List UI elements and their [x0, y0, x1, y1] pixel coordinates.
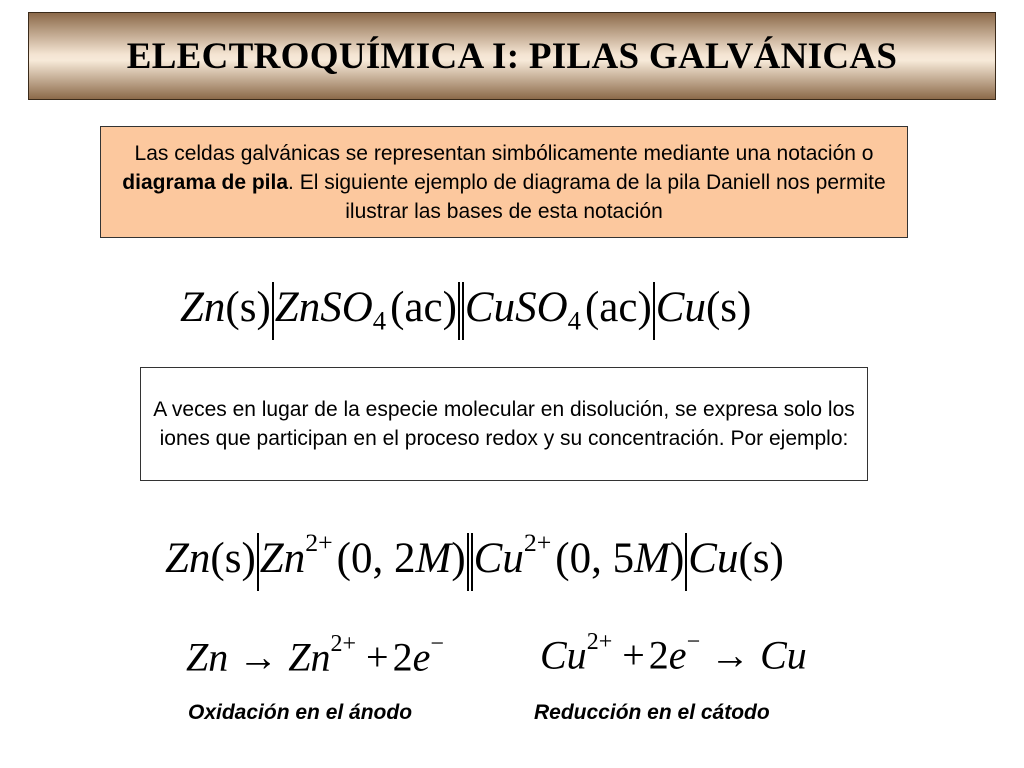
cathode-ion: Cu: [473, 535, 524, 583]
phase-boundary: [272, 282, 274, 340]
salt-bridge-left: [467, 533, 469, 591]
note-text: A veces en lugar de la especie molecular en disolución, se expresa solo los iones que participan en el proceso redox y su concentración. Por ejemplo:: [153, 398, 855, 450]
cathode-state: (s): [738, 535, 784, 583]
plus-sign: +: [366, 634, 389, 680]
anode-concentration-unit: M: [415, 535, 452, 583]
oxidation-product-charge: 2+: [330, 631, 357, 657]
phase-boundary: [653, 282, 655, 340]
anode-state: (s): [225, 283, 271, 331]
anode-solution-subscript: 4: [372, 305, 387, 336]
oxidation-product: Zn: [288, 634, 331, 680]
oxidation-equation: [186, 632, 444, 678]
intro-text-bold: diagrama de pila: [122, 170, 289, 194]
cathode-metal: Cu: [655, 283, 706, 331]
daniell-cell-diagram: [180, 282, 751, 340]
electron: e: [668, 632, 687, 678]
anode-ion-charge: 2+: [305, 528, 333, 557]
cathode-solution: CuSO: [464, 283, 568, 331]
electron-coefficient: 2: [392, 634, 413, 680]
anode-state: (s): [210, 535, 256, 583]
salt-bridge-left: [458, 282, 460, 340]
salt-bridge-right: [471, 533, 473, 591]
cathode-solution-subscript: 4: [567, 305, 581, 336]
phase-boundary: [685, 533, 687, 591]
intro-text-part1: Las celdas galvánicas se representan simbólicamente mediante una notación o: [134, 141, 874, 165]
plus-sign: +: [622, 632, 645, 678]
electron-coefficient: 2: [648, 632, 669, 678]
intro-text: [111, 139, 897, 226]
intro-box: [100, 126, 908, 238]
cathode-state: (s): [705, 283, 752, 331]
page-title: ELECTROQUÍMICA I: PILAS GALVÁNICAS: [126, 35, 898, 77]
anode-solution: ZnSO: [274, 283, 373, 331]
reaction-arrow: →: [710, 632, 751, 678]
reduction-caption: Reducción en el cátodo: [534, 701, 770, 724]
cathode-concentration-close: ): [669, 535, 685, 583]
electron-charge: −: [430, 631, 444, 657]
reduction-product: Cu: [760, 632, 807, 678]
cathode-concentration-unit: M: [634, 535, 670, 583]
reduction-reactant: Cu: [540, 632, 587, 678]
cathode-concentration-value: (0, 5: [555, 535, 635, 583]
ionic-cell-diagram: [165, 530, 784, 591]
anode-metal: Zn: [180, 283, 226, 331]
oxidation-caption: Oxidación en el ánodo: [188, 701, 413, 724]
electron: e: [412, 634, 431, 680]
reaction-arrow: →: [238, 634, 279, 680]
cathode-ion-charge: 2+: [523, 528, 552, 557]
electron-charge: −: [686, 629, 701, 655]
title-banner: [28, 12, 996, 100]
oxidation-reactant: Zn: [186, 634, 229, 680]
cathode-solution-state: (ac): [584, 283, 652, 331]
anode-metal: Zn: [165, 535, 211, 583]
phase-boundary: [257, 533, 259, 591]
cathode-metal: Cu: [688, 535, 739, 583]
anode-solution-state: (ac): [390, 283, 457, 331]
anode-ion: Zn: [259, 535, 306, 583]
reduction-equation: [540, 630, 807, 676]
anode-concentration-close: ): [451, 535, 466, 583]
note-box: [140, 367, 868, 481]
reduction-reactant-charge: 2+: [586, 629, 613, 655]
anode-concentration-value: (0, 2: [336, 535, 416, 583]
intro-text-part2: . El siguiente ejemplo de diagrama de la pila Daniell nos permite ilustrar las bases de esta notación: [288, 170, 886, 223]
salt-bridge-right: [462, 282, 464, 340]
